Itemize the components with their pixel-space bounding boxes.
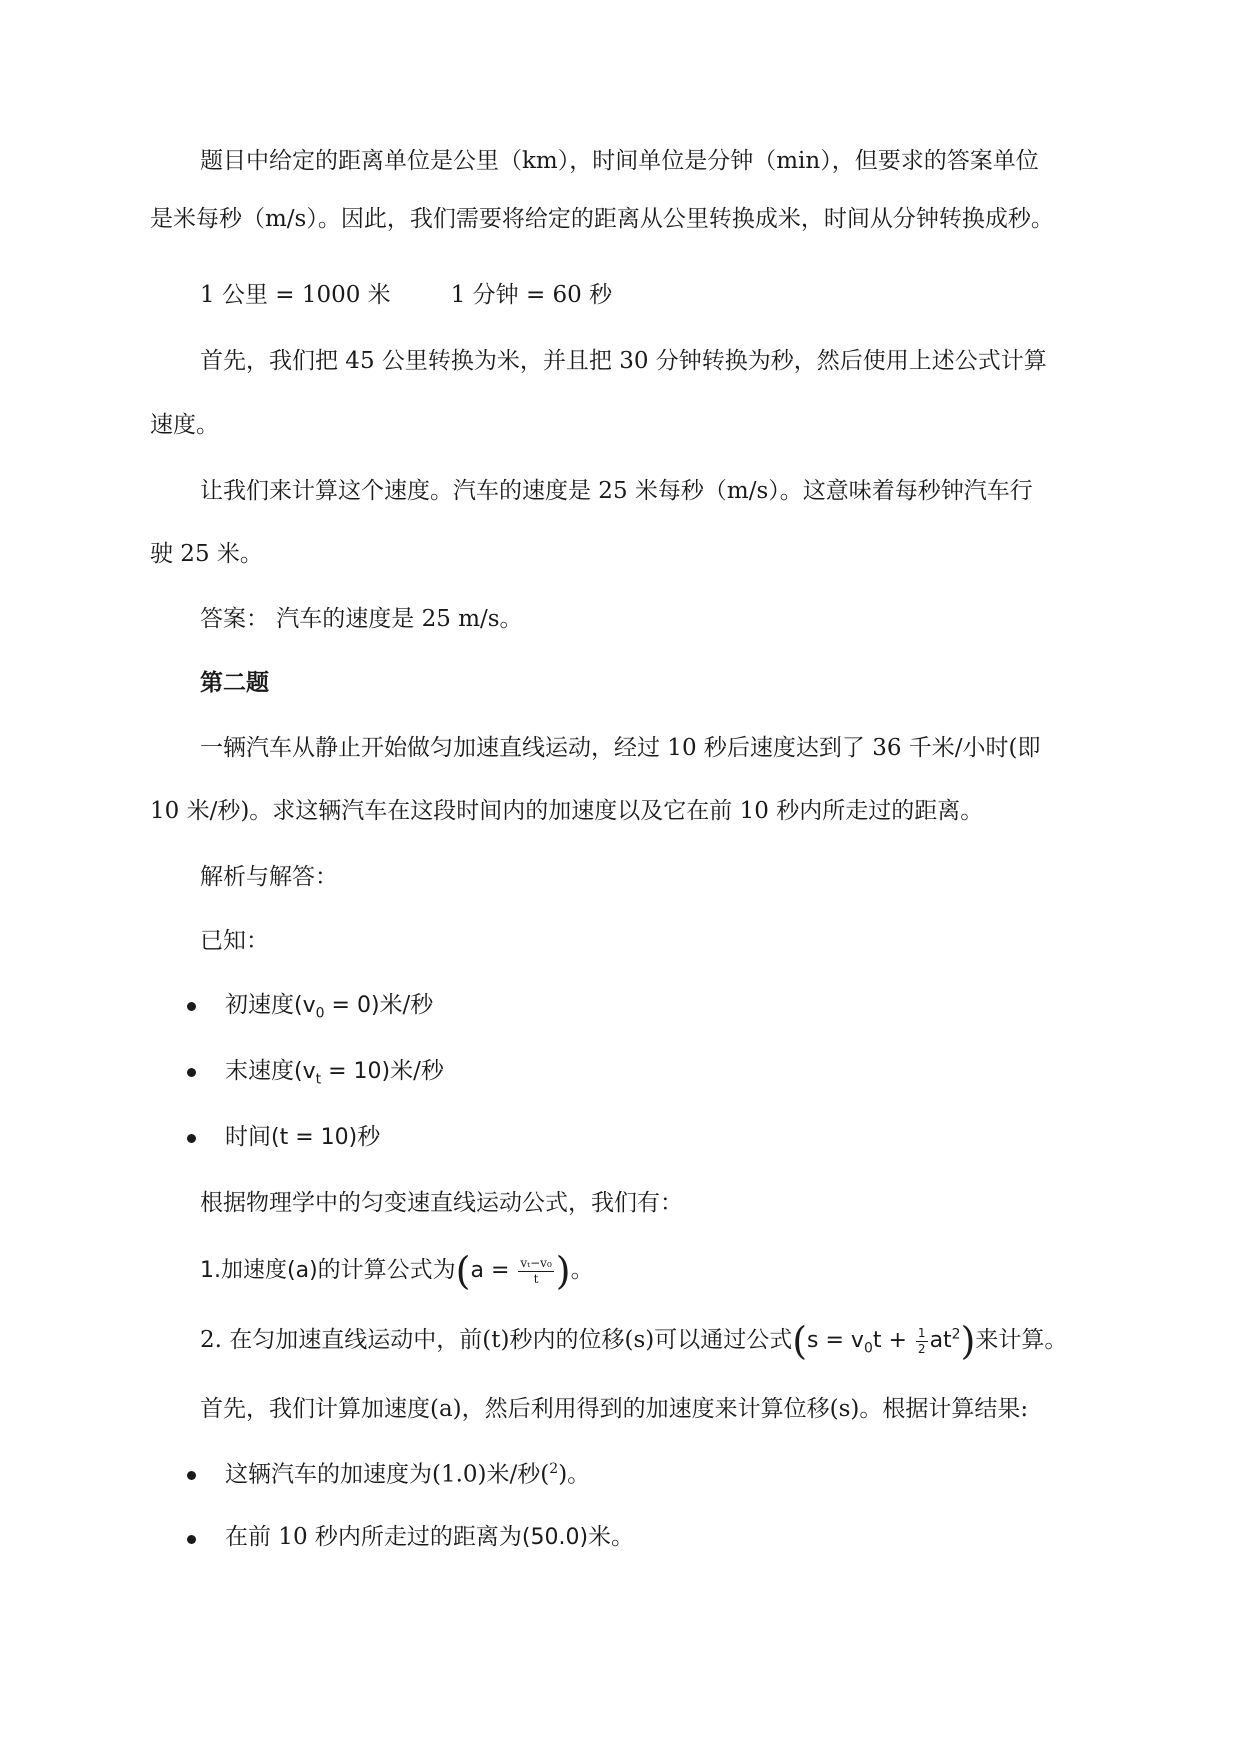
right-paren-icon: ) <box>555 1249 571 1293</box>
paragraph-3-line-2: 驶 25 米。 <box>150 541 263 567</box>
formula-2-expr: $s = v_0t$ + $\frac{1}{2}$ $at^2$ <box>807 1326 961 1357</box>
known-v0 <box>225 994 433 1020</box>
result-intro: 首先，我们计算加速度(a)，然后利用得到的加速度来计算位移(s)。根据计算结果: <box>200 1396 1029 1422</box>
conversion-km: 1 公里 = 1000 米 <box>200 282 391 308</box>
known-label: 已知： <box>200 928 269 954</box>
section-title: 第二题 <box>200 670 269 696</box>
formula-2-t: (t) <box>482 1327 510 1354</box>
known-t-label: 时间 <box>225 1124 271 1150</box>
formula-2-suffix: 来计算。 <box>975 1327 1068 1354</box>
paragraph-1-line-1: 题目中给定的距离单位是公里（km），时间单位是分钟（min），但要求的答案单位 <box>200 148 1039 174</box>
formula-1-lhs: a = <box>470 1258 517 1284</box>
known-t <box>225 1126 380 1149</box>
bullet-icon <box>187 1134 196 1143</box>
conversion-line <box>200 284 612 307</box>
result-accel-label: 这辆汽车的加速度为 <box>225 1461 432 1488</box>
answer-1: 答案： 汽车的速度是 25 m/s。 <box>200 606 523 632</box>
analysis-label: 解析与解答： <box>200 864 338 890</box>
formula-2 <box>200 1319 1068 1363</box>
paragraph-1-line-2: 是米每秒（m/s）。因此，我们需要将给定的距离从公里转换成米，时间从分钟转换成秒。 <box>150 206 1054 232</box>
bullet-icon <box>187 1471 196 1480</box>
result-dist-unit: 米。 <box>588 1524 635 1550</box>
result-accel-value: (1.0) <box>432 1461 487 1488</box>
formula-1-fraction: $\frac{\text{vₜ−v₀}}{t}$ <box>520 1256 552 1286</box>
problem-2-line-2: 10 米/秒)。求这辆汽车在这段时间内的加速度以及它在前 10 秒内所走过的距离。 <box>150 798 984 824</box>
formula-2-mid2: 可以通过公式 <box>654 1327 793 1354</box>
result-acceleration: 这辆汽车的加速度为(1.0)米/秒($^2$)。 <box>225 1461 591 1488</box>
result-distance <box>225 1526 634 1549</box>
bullet-icon <box>187 1002 196 1011</box>
known-t-unit: 秒 <box>357 1124 381 1150</box>
result-dist-value: (50.0) <box>521 1525 589 1550</box>
known-t-expr: (t = 10) <box>271 1125 358 1150</box>
formula-1-var: (a) <box>287 1258 318 1284</box>
known-v0-expr: $(v_0 = 0)$ <box>294 993 380 1022</box>
problem-2-line-1: 一辆汽车从静止开始做匀加速直线运动，经过 10 秒后速度达到了 36 千米/小时(即 <box>200 735 1041 761</box>
formula-1-suffix: 。 <box>570 1257 594 1284</box>
left-paren-icon: ( <box>792 1319 808 1363</box>
paragraph-3-line-1: 让我们来计算这个速度。汽车的速度是 25 米每秒（m/s）。这意味着每秒钟汽车行 <box>200 478 1033 504</box>
known-vt-unit: 米/秒 <box>390 1058 444 1084</box>
known-v0-label: 初速度 <box>225 992 294 1018</box>
result-accel-unit: 米/秒( <box>486 1461 550 1488</box>
known-vt-expr: $(v_t = 10)$ <box>294 1059 391 1088</box>
formula-2-s: (s) <box>624 1327 655 1354</box>
formula-1 <box>200 1249 594 1293</box>
paragraph-2-line-1: 首先，我们把 45 公里转换为米，并且把 30 分钟转换为秒，然后使用上述公式计算 <box>200 348 1047 374</box>
bullet-icon <box>187 1535 196 1544</box>
known-vt <box>225 1060 444 1086</box>
right-paren-icon: ) <box>960 1319 976 1363</box>
formula-intro: 根据物理学中的匀变速直线运动公式，我们有： <box>200 1190 683 1216</box>
known-vt-label: 末速度 <box>225 1058 294 1084</box>
formula-1-mid: 的计算公式为 <box>317 1257 456 1284</box>
bullet-icon <box>187 1068 196 1077</box>
known-v0-unit: 米/秒 <box>379 992 434 1018</box>
paragraph-2-line-2: 速度。 <box>150 412 219 438</box>
formula-1-prefix: 1.加速度 <box>200 1258 287 1284</box>
left-paren-icon: ( <box>455 1249 471 1293</box>
formula-2-mid1: 秒内的位移 <box>509 1327 625 1354</box>
conversion-min: 1 分钟 = 60 秒 <box>450 282 613 308</box>
result-dist-label: 在前 10 秒内所走过的距离为 <box>225 1524 522 1550</box>
formula-2-prefix: 2. 在匀加速直线运动中，前 <box>200 1327 483 1354</box>
